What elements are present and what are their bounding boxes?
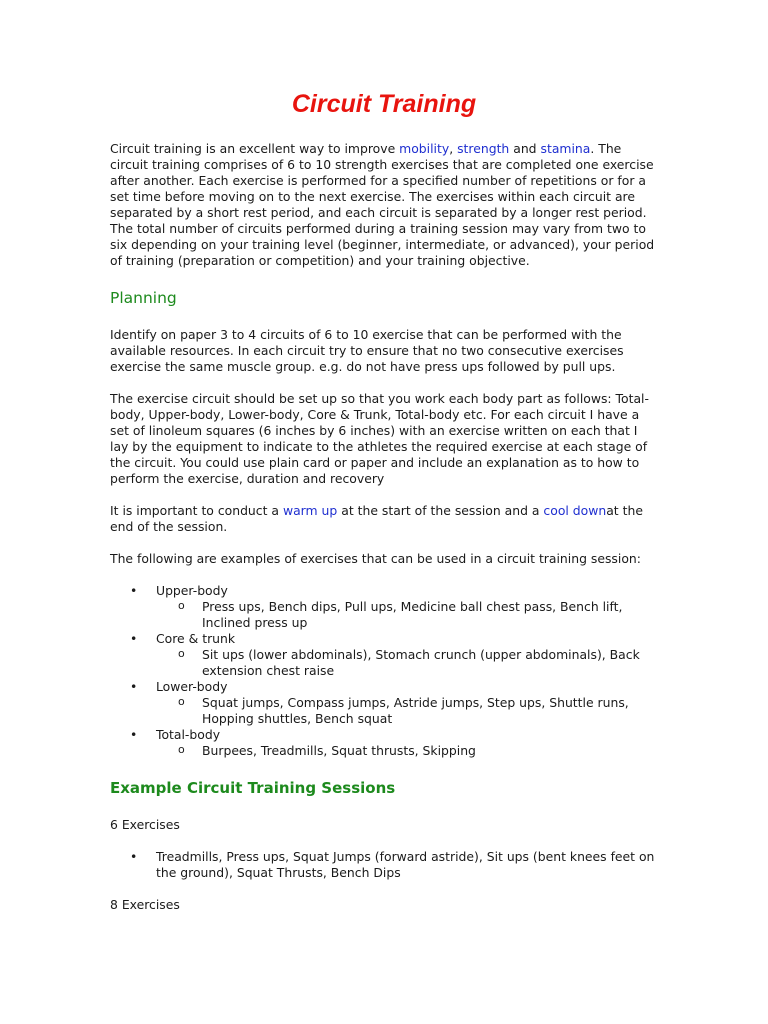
list-item xyxy=(110,631,655,679)
stamina-link[interactable]: stamina xyxy=(540,141,591,156)
eight-exercises-label: 8 Exercises xyxy=(110,897,180,912)
planning-paragraph-1: Identify on paper 3 to 4 circuits of 6 to 10 exercise that can be performed with the available resources. In each circuit try to ensure that no two consecutive exercises exercise the same muscle group. e.g. do not have press ups followed by pull ups. xyxy=(110,327,624,374)
sub-list-item: o Press ups, Bench dips, Pull ups, Medicine ball chest pass, Bench lift, Inclined press up xyxy=(156,599,655,631)
page-title: Circuit Training xyxy=(291,90,477,118)
sub-list-item: o Burpees, Treadmills, Squat thrusts, Skipping xyxy=(156,743,655,759)
sub-list-item: o Squat jumps, Compass jumps, Astride jumps, Step ups, Shuttle runs, Hopping shuttles, Bench squat xyxy=(156,695,655,727)
exercise-groups-list xyxy=(110,583,655,759)
six-exercises-list xyxy=(110,849,655,881)
list-item xyxy=(110,727,655,759)
group-name: Lower-body xyxy=(156,679,228,694)
cool-down-link[interactable]: cool down xyxy=(543,503,607,518)
mobility-link[interactable]: mobility xyxy=(399,141,450,156)
group-name: Core & trunk xyxy=(156,631,236,646)
article-body xyxy=(110,141,655,929)
group-name: Total-body xyxy=(156,727,221,742)
sub-list-item: o Sit ups (lower abdominals), Stomach crunch (upper abdominals), Back extension chest raise xyxy=(156,647,655,679)
list-item xyxy=(110,583,655,631)
warm-up-link[interactable]: warm up xyxy=(282,503,338,518)
six-exercises-label: 6 Exercises xyxy=(110,817,180,832)
planning-paragraph-3: It is important to conduct a warm up at the start of the session and a cool downat the end of the session. xyxy=(110,503,643,534)
planning-heading: Planning xyxy=(110,289,177,307)
planning-paragraph-4: The following are examples of exercises that can be used in a circuit training session: xyxy=(110,551,641,566)
examples-heading: Example Circuit Training Sessions xyxy=(110,779,396,797)
planning-paragraph-2: The exercise circuit should be set up so that you work each body part as follows: Total-body, Upper-body, Lower-body, Core & Trunk, Total-body etc. For each circuit I have a set of linoleum squares (6 inches by 6 inches) with an exercise written on each that I lay by the equipment to indicate to the athletes the required exercise at each stage of the circuit. You could use plain card or paper and include an explanation as to how to perform the exercise, duration and recovery xyxy=(110,391,649,486)
group-name: Upper-body xyxy=(156,583,228,598)
strength-link[interactable]: strength xyxy=(457,141,510,156)
list-item: • Treadmills, Press ups, Squat Jumps (forward astride), Sit ups (bent knees feet on the ground), Squat Thrusts, Bench Dips xyxy=(110,849,655,881)
intro-paragraph: Circuit training is an excellent way to improve mobility, strength and stamina. The circuit training comprises of 6 to 10 strength exercises that are completed one exercise after another. Each exercise is performed for a specified number of repetitions or for a set time before moving on to the next exercise. The exercises within each circuit are separated by a short rest period, and each circuit is separated by a longer rest period. The total number of circuits performed during a training session may vary from two to six depending on your training level (beginner, intermediate, or advanced), your period of training (preparation or competition) and your training objective. xyxy=(110,141,655,268)
list-item xyxy=(110,679,655,727)
